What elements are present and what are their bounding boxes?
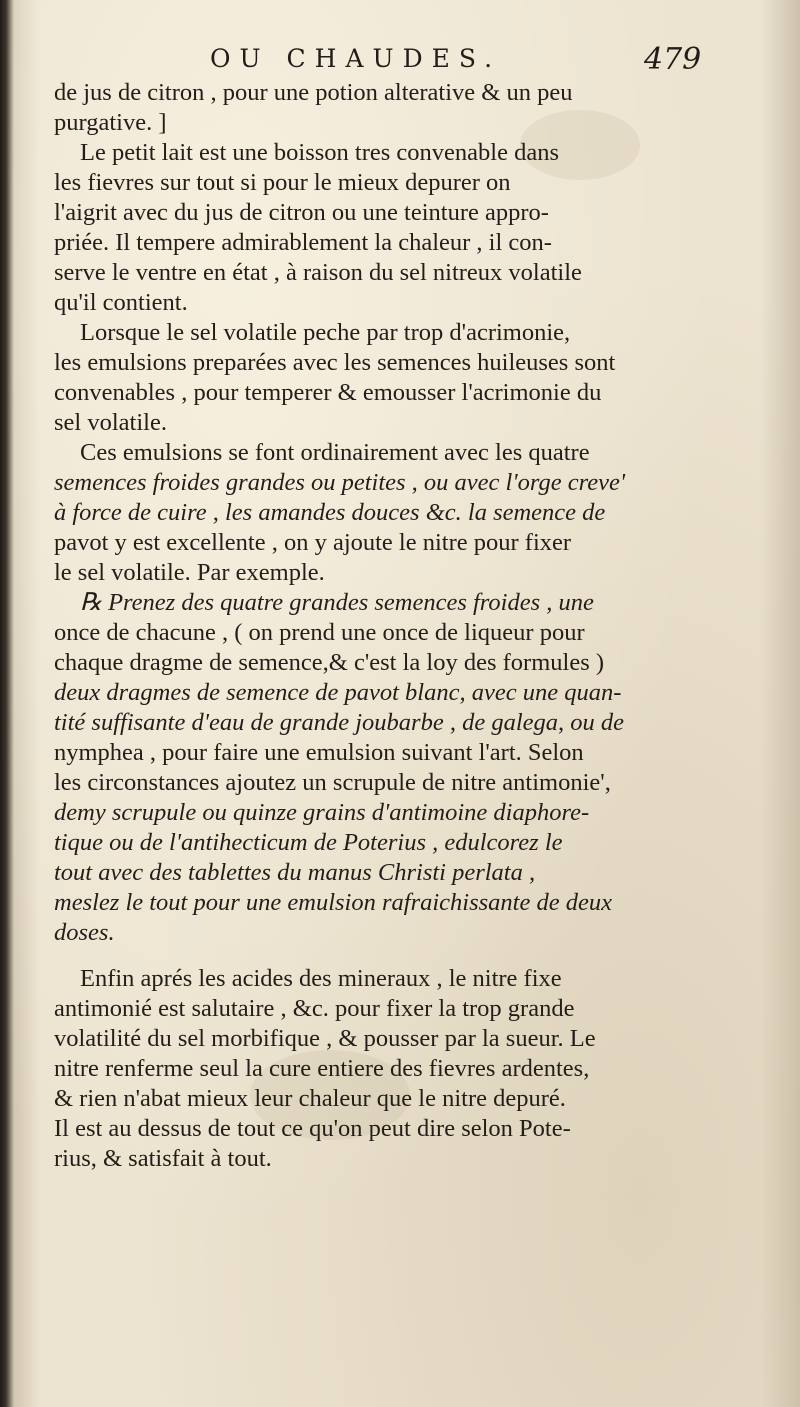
text-line: tique ou de l'antihecticum de Poterius , edulcorez le — [54, 829, 563, 856]
text-line: ℞ Prenez des quatre grandes semences froides , une — [80, 589, 594, 616]
text-line: Ces emulsions se font ordinairement avec les quatre — [80, 439, 590, 466]
paragraph — [54, 138, 698, 318]
text-line: les emulsions preparées avec les semences huileuses sont — [54, 349, 616, 376]
text-line: chaque dragme de semence,& c'est la loy des formules ) — [54, 649, 605, 676]
text-line: qu'il contient. — [54, 289, 188, 316]
text-line: les circonstances ajoutez un scrupule de nitre antimonie', — [54, 769, 611, 796]
text-line: rius, & satisfait à tout. — [54, 1145, 272, 1172]
text-line: nitre renferme seul la cure entiere des fievres ardentes, — [54, 1055, 590, 1082]
text-line: meslez le tout pour une emulsion rafraichissante de deux — [54, 889, 612, 916]
text-line: priée. Il tempere admirablement la chaleur , il con- — [54, 229, 552, 256]
book-spine-shadow — [0, 0, 14, 1407]
text-line: Il est au dessus de tout ce qu'on peut dire selon Pote- — [54, 1115, 571, 1142]
text-line: tité suffisante d'eau de grande joubarbe , de galega, ou de — [54, 709, 625, 736]
paragraph — [54, 964, 698, 1174]
text-line: Le petit lait est une boisson tres convenable dans — [80, 139, 559, 166]
text-line: sel volatile. — [54, 409, 167, 436]
text-line: purgative. ] — [54, 109, 167, 136]
text-line: once de chacune , ( on prend une once de liqueur pour — [54, 619, 585, 646]
text-line: Enfin aprés les acides des mineraux , le nitre fixe — [80, 965, 562, 992]
text-line: semences froides grandes ou petites , ou avec l'orge creve' — [54, 469, 626, 496]
running-head — [0, 40, 800, 80]
text-line: nymphea , pour faire une emulsion suivant l'art. Selon — [54, 739, 584, 766]
text-line: serve le ventre en état , à raison du sel nitreux volatile — [54, 259, 582, 286]
body-text — [54, 78, 698, 1174]
page-number: 479 — [644, 42, 702, 77]
text-line: antimonié est salutaire , &c. pour fixer la trop grande — [54, 995, 575, 1022]
text-line: Lorsque le sel volatile peche par trop d'acrimonie, — [80, 319, 571, 346]
paragraph — [54, 78, 698, 138]
paragraph — [54, 438, 698, 588]
text-line: pavot y est excellente , on y ajoute le nitre pour fixer — [54, 529, 572, 556]
running-title: OU CHAUDES. — [210, 44, 502, 73]
text-line: demy scrupule ou quinze grains d'antimoine diaphore- — [54, 799, 590, 826]
text-line: volatilité du sel morbifique , & pousser par la sueur. Le — [54, 1025, 596, 1052]
text-line: à force de cuire , les amandes douces &c. la semence de — [54, 499, 606, 526]
text-line: & rien n'abat mieux leur chaleur que le nitre depuré. — [54, 1085, 566, 1112]
text-line: doses. — [54, 919, 115, 946]
text-line: convenables , pour temperer & emousser l'acrimonie du — [54, 379, 602, 406]
text-line: tout avec des tablettes du manus Christi perlata , — [54, 859, 536, 886]
text-line: l'aigrit avec du jus de citron ou une teinture appro- — [54, 199, 549, 226]
paragraph — [54, 318, 698, 438]
paragraph — [54, 588, 698, 948]
text-line: deux dragmes de semence de pavot blanc, avec une quan- — [54, 679, 622, 706]
text-line: de jus de citron , pour une potion alterative & un peu — [54, 79, 573, 106]
text-line: les fievres sur tout si pour le mieux depurer on — [54, 169, 511, 196]
text-line: le sel volatile. Par exemple. — [54, 559, 325, 586]
